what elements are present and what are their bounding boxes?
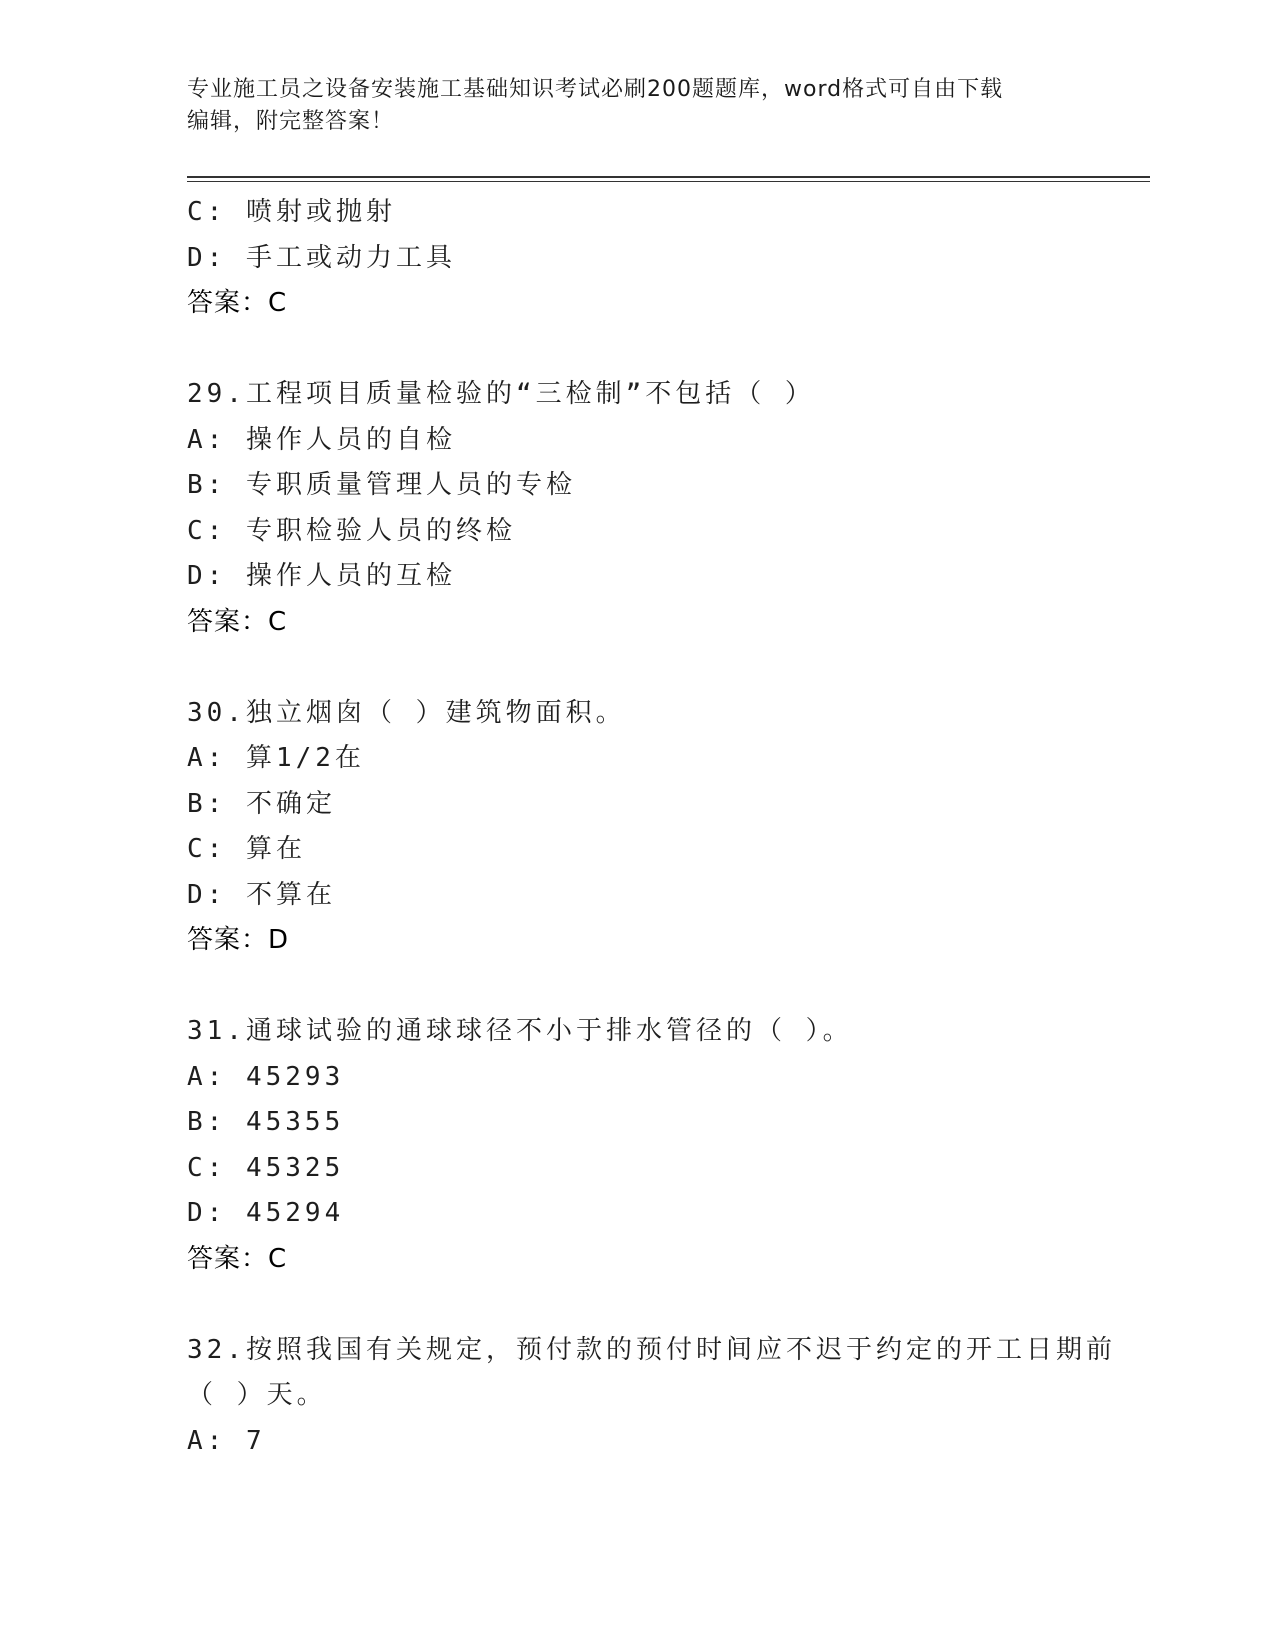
header-divider-thin xyxy=(187,181,1150,182)
spacer xyxy=(187,964,1107,1010)
option-b: B: 45355 xyxy=(187,1107,345,1137)
header-title-line-1: 专业施工员之设备安装施工基础知识考试必刷200题题库，word格式可自由下载 xyxy=(187,77,1004,102)
answer-line: 答案：D xyxy=(187,925,290,955)
option-c: C: 专职检验人员的终检 xyxy=(187,515,516,546)
header-title-line-2: 编辑，附完整答案！ xyxy=(187,109,395,134)
spacer xyxy=(187,327,1107,373)
option-b: B: 不确定 xyxy=(187,788,336,819)
option-a: A: 操作人员的自检 xyxy=(187,424,456,455)
question-text-line-2: （ ）天。 xyxy=(187,1380,327,1410)
option-a: A: 45293 xyxy=(187,1061,345,1092)
option-c: C: 喷射或抛射 xyxy=(187,197,396,227)
option-d: D: 45294 xyxy=(187,1198,345,1228)
option-a: A: 7 xyxy=(187,1425,266,1456)
option-c: C: 45325 xyxy=(187,1152,345,1183)
spacer xyxy=(187,1282,1107,1328)
document-header xyxy=(187,74,1087,138)
answer-line: 答案：C xyxy=(187,606,288,637)
option-b: B: 专职质量管理人员的专检 xyxy=(187,470,576,500)
question-text-line-1: 32.按照我国有关规定，预付款的预付时间应不迟于约定的开工日期前 xyxy=(187,1334,1116,1365)
option-d: D: 手工或动力工具 xyxy=(187,242,456,273)
option-a: A: 算1/2在 xyxy=(187,743,365,773)
question-block-29 xyxy=(187,372,1107,645)
question-list xyxy=(187,190,1116,1464)
spacer xyxy=(187,645,1107,691)
option-d: D: 不算在 xyxy=(187,879,336,910)
answer-line: 答案：C xyxy=(187,1243,288,1274)
question-block-31 xyxy=(187,1009,1107,1282)
option-c: C: 算在 xyxy=(187,834,306,864)
question-block-30 xyxy=(187,691,1107,964)
question-text: 29.工程项目质量检验的“三检制”不包括（ ） xyxy=(187,379,815,409)
question-text: 31.通球试验的通球球径不小于排水管径的（ ）。 xyxy=(187,1016,853,1046)
option-d: D: 操作人员的互检 xyxy=(187,561,456,591)
header-divider-thick xyxy=(187,176,1150,178)
answer-line: 答案：C xyxy=(187,288,288,318)
question-block-28-continued xyxy=(187,190,1107,327)
question-text: 30.独立烟囱（ ）建筑物面积。 xyxy=(187,697,626,728)
question-block-32 xyxy=(187,1328,1116,1465)
